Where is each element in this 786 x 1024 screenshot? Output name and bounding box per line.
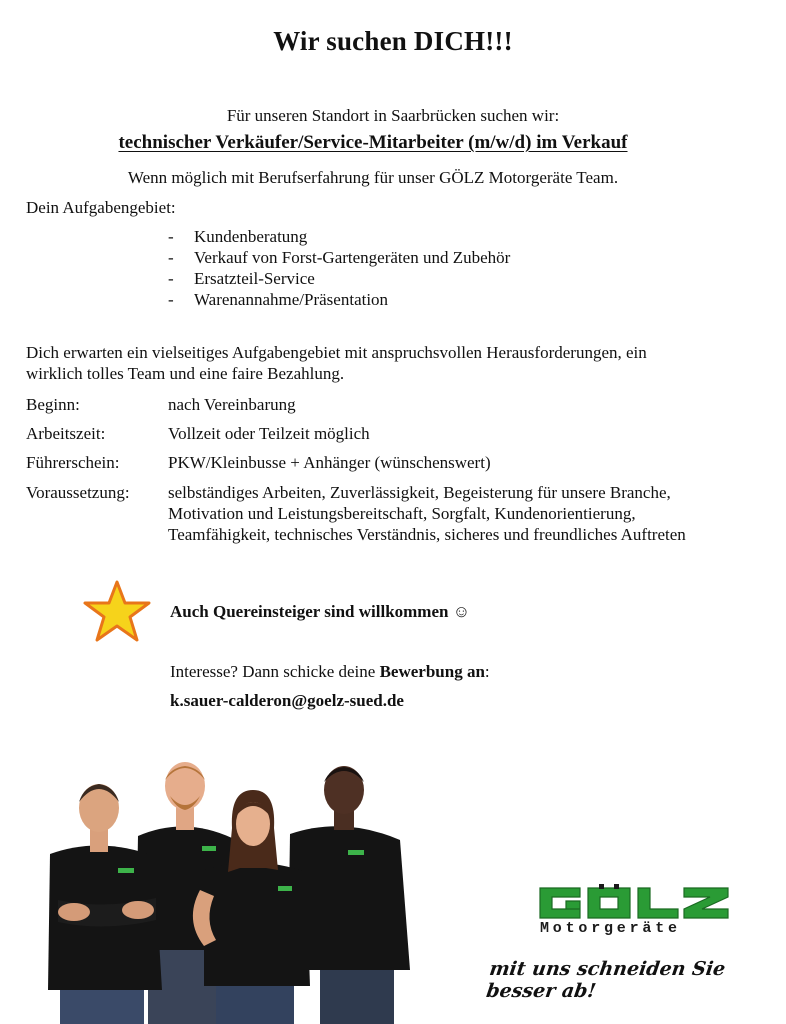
bullet-dash: - <box>168 227 174 246</box>
description-paragraph: Dich erwarten ein vielseitiges Aufgabengebiet mit anspruchsvollen Herausforderungen, ein wirklich tolles Team und eine faire Bezahlung. <box>26 343 647 383</box>
welcome-text: Auch Quereinsteiger sind willkommen ☺ <box>170 602 471 621</box>
bullet-dash: - <box>168 290 174 309</box>
detail-row-fuehrerschein <box>26 452 708 473</box>
apply-text <box>170 662 490 682</box>
detail-value: selbständiges Arbeiten, Zuverlässigkeit, Begeisterung für unsere Branche, Motivation und Leistungsbereitschaft, Sorgfalt, Kundenorientierung, Teamfähigkeit, technisches Verständnis, sicheres und freundliches Auftreten <box>168 483 686 544</box>
task-item <box>168 289 510 310</box>
star-icon <box>82 580 152 642</box>
task-label: Verkauf von Forst-Gartengeräten und Zubehör <box>194 248 511 267</box>
apply-prefix: Interesse? Dann schicke deine <box>170 662 380 681</box>
detail-row-arbeitszeit <box>26 423 708 444</box>
bullet-dash: - <box>168 248 174 267</box>
detail-value: PKW/Kleinbusse + Anhänger (wünschenswert) <box>168 453 491 472</box>
team-member <box>48 784 162 1024</box>
logo-wordmark <box>540 888 728 918</box>
bullet-dash: - <box>168 269 174 288</box>
apply-bold: Bewerbung an <box>379 662 485 681</box>
task-label: Kundenberatung <box>194 227 308 246</box>
intro-text: Für unseren Standort in Saarbrücken suchen wir: <box>226 106 560 125</box>
detail-value: nach Vereinbarung <box>168 395 296 414</box>
task-item <box>168 226 510 247</box>
task-item <box>168 247 510 268</box>
job-title: technischer Verkäufer/Service-Mitarbeiter (m/w/d) im Verkauf <box>118 132 628 153</box>
email-link[interactable]: k.sauer-calderon@goelz-sued.de <box>170 691 404 710</box>
detail-label: Voraussetzung: <box>26 483 130 502</box>
detail-label: Arbeitszeit: <box>26 424 106 443</box>
detail-label: Führerschein: <box>26 453 120 472</box>
task-item <box>168 268 510 289</box>
detail-label: Beginn: <box>26 395 80 414</box>
detail-value: Vollzeit oder Teilzeit möglich <box>168 424 370 443</box>
task-list <box>168 226 510 310</box>
team-photo <box>44 750 424 1024</box>
task-label: Ersatzteil-Service <box>194 269 315 288</box>
slogan: mit uns schneiden Sie besser ab! <box>484 958 727 1002</box>
headline: Wir suchen DICH!!! <box>273 26 513 56</box>
tasks-heading: Dein Aufgabengebiet: <box>26 198 176 217</box>
detail-row-beginn <box>26 394 708 415</box>
apply-suffix: : <box>484 662 490 681</box>
logo-subline: Motorgeräte <box>540 920 681 937</box>
detail-row-voraussetzung <box>26 482 708 545</box>
experience-text: Wenn möglich mit Berufserfahrung für unser GÖLZ Motorgeräte Team. <box>127 168 619 187</box>
task-label: Warenannahme/Präsentation <box>194 290 389 309</box>
